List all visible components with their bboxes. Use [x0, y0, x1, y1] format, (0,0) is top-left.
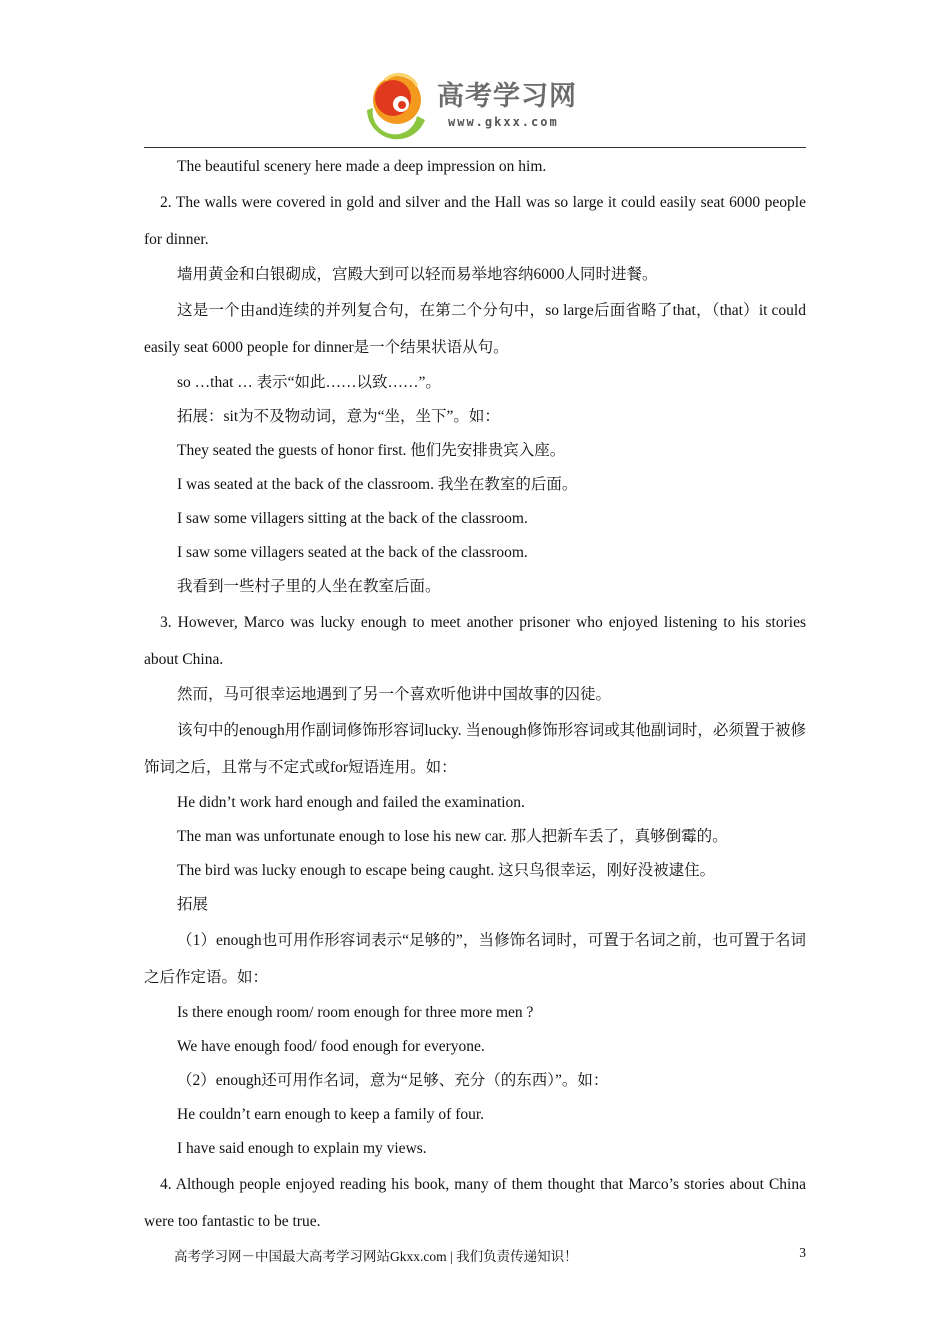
- paragraph: 拓展：sit为不及物动词，意为“坐，坐下”。如：: [177, 408, 500, 425]
- paragraph-item-2: 2. The walls were covered in gold and silver and the Hall was so large it could easily seat 6000 people for dinner.: [144, 194, 806, 248]
- paragraph: 然而，马可很幸运地遇到了另一个喜欢听他讲中国故事的囚徒。: [177, 686, 612, 703]
- paragraph: 墙用黄金和白银砌成，宫殿大到可以轻而易举地容纳6000人同时进餐。: [177, 266, 658, 283]
- paragraph: 这是一个由and连续的并列复合句，在第二个分句中，so large后面省略了that，（that）it could easily seat 6000 people for dinner是一个结果状语从句。: [144, 302, 806, 356]
- paragraph: 拓展: [177, 896, 209, 913]
- example-sentence: I saw some villagers seated at the back of the classroom.: [177, 544, 528, 561]
- footer-text: 高考学习网－中国最大高考学习网站Gkxx.com | 我们负责传递知识！: [174, 1249, 578, 1264]
- paragraph: 该句中的enough用作副词修饰形容词lucky. 当enough修饰形容词或其他副词时，必须置于被修饰词之后，且常与不定式或for短语连用。如：: [144, 722, 806, 776]
- example-sentence: They seated the guests of honor first. 他们先安排贵宾入座。: [177, 442, 566, 459]
- paragraph: 我看到一些村子里的人坐在教室后面。: [177, 578, 441, 595]
- example-sentence: The bird was lucky enough to escape being caught. 这只鸟很幸运，刚好没被逮住。: [177, 862, 716, 879]
- logo-url: www.gkxx.com: [448, 115, 559, 129]
- paragraph: so …that … 表示“如此……以致……”。: [177, 374, 441, 391]
- example-sentence: I was seated at the back of the classroom. 我坐在教室的后面。: [177, 476, 578, 493]
- example-sentence: I have said enough to explain my views.: [177, 1140, 427, 1157]
- header-divider: [144, 147, 806, 148]
- example-sentence: Is there enough room/ room enough for three more men ?: [177, 1004, 534, 1021]
- example-sentence: I saw some villagers sitting at the back of the classroom.: [177, 510, 528, 527]
- page-number: 3: [799, 1245, 806, 1260]
- example-sentence: The man was unfortunate enough to lose his new car. 那人把新车丢了，真够倒霉的。: [177, 828, 728, 845]
- paragraph-item-3: 3. However, Marco was lucky enough to meet another prisoner who enjoyed listening to his stories about China.: [144, 614, 806, 668]
- example-sentence: He didn’t work hard enough and failed the examination.: [177, 794, 525, 811]
- page-header: [0, 62, 950, 148]
- paragraph-item-4: 4. Although people enjoyed reading his book, many of them thought that Marco’s stories about China were too fantastic to be true.: [144, 1176, 806, 1230]
- paragraph: The beautiful scenery here made a deep impression on him.: [177, 158, 547, 175]
- example-sentence: We have enough food/ food enough for everyone.: [177, 1038, 485, 1055]
- example-sentence: He couldn’t earn enough to keep a family of four.: [177, 1106, 485, 1123]
- document-body: [144, 150, 806, 1240]
- logo-title: 高考学习网: [437, 81, 577, 112]
- paragraph: （2）enough还可用作名词，意为“足够、充分（的东西）”。如：: [177, 1072, 609, 1089]
- paragraph: （1）enough也可用作形容词表示“足够的”，当修饰名词时，可置于名词之前，也可置于名词之后作定语。如：: [144, 932, 806, 986]
